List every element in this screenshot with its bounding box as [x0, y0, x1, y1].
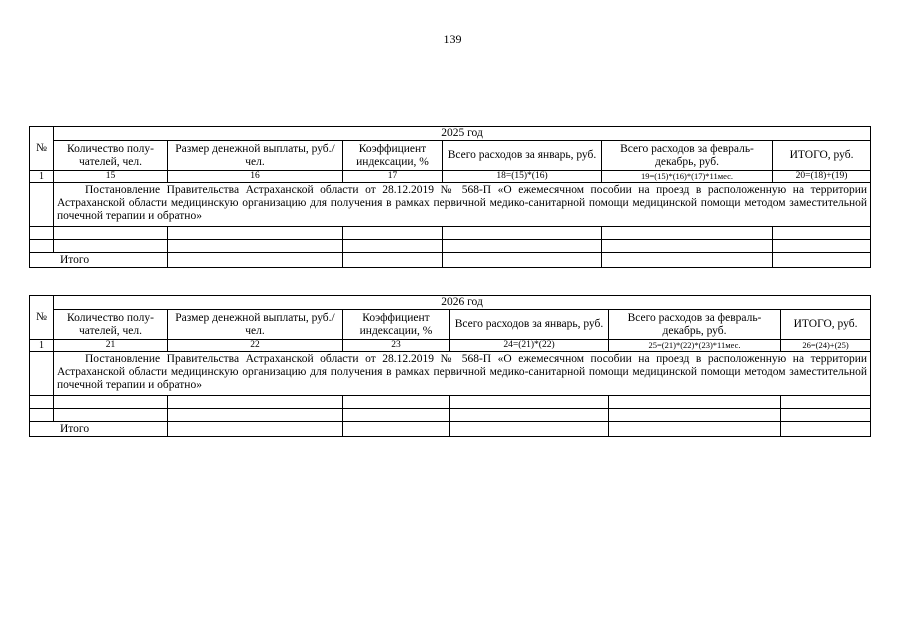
- total-label: Итого: [30, 422, 168, 437]
- header-total: ИТОГО, руб.: [781, 310, 871, 340]
- title-row-spacer: [30, 183, 54, 227]
- regulation-title-text: Постановление Правительства Астраханской области от 28.12.2019 № 568-П «О ежемесячном пособии на проезд в расположенную на территории Астраханской области медицинскую организацию для получения в рамках первичной медико-санитарной помощи медицинской помощи методом заместительной почечной терапии и обратно»: [57, 353, 868, 391]
- table-row: [30, 396, 871, 409]
- header-recipients: Количество полу-чателей, чел.: [54, 141, 168, 171]
- column-number: 15: [54, 171, 168, 183]
- row-number: 1: [30, 340, 54, 352]
- column-number: 18=(15)*(16): [443, 171, 602, 183]
- page-number: 139: [443, 32, 462, 46]
- header-index-coefficient: Коэффициент индексации, %: [343, 141, 443, 171]
- column-number: 19=(15)*(16)*(17)*11мес.: [602, 171, 773, 183]
- total-row: [30, 253, 871, 268]
- row-number: 1: [30, 171, 54, 183]
- header-feb-dec-expenses: Всего расходов за февраль-декабрь, руб.: [602, 141, 773, 171]
- year-header: 2025 год: [54, 127, 871, 141]
- header-january-expenses: Всего расходов за январь, руб.: [443, 141, 602, 171]
- column-number: 22: [168, 340, 343, 352]
- regulation-title-text: Постановление Правительства Астраханской области от 28.12.2019 № 568-П «О ежемесячном пособии на проезд в расположенную на территории Астраханской области медицинскую организацию для получения в рамках первичной медико-санитарной помощи медицинской помощи методом заместительной почечной терапии и обратно»: [57, 184, 868, 222]
- column-number: 17: [343, 171, 443, 183]
- total-label: Итого: [30, 253, 168, 268]
- header-total: ИТОГО, руб.: [773, 141, 871, 171]
- regulation-title: [54, 352, 871, 396]
- column-number: 24=(21)*(22): [450, 340, 609, 352]
- total-row: [30, 422, 871, 437]
- title-row-spacer: [30, 352, 54, 396]
- table-2026: [29, 295, 871, 437]
- regulation-title: [54, 183, 871, 227]
- column-number: 25=(21)*(22)*(23)*11мес.: [609, 340, 781, 352]
- header-january-expenses: Всего расходов за январь, руб.: [450, 310, 609, 340]
- table-2025: [29, 126, 871, 268]
- table-row: [30, 240, 871, 253]
- column-number: 20=(18)+(19): [773, 171, 871, 183]
- number-column-header: №: [30, 296, 54, 340]
- header-recipients: Количество полу-чателей, чел.: [54, 310, 168, 340]
- table-row: [30, 227, 871, 240]
- header-feb-dec-expenses: Всего расходов за февраль-декабрь, руб.: [609, 310, 781, 340]
- column-number: 16: [168, 171, 343, 183]
- table-row: [30, 409, 871, 422]
- column-number: 21: [54, 340, 168, 352]
- header-index-coefficient: Коэффициент индексации, %: [343, 310, 450, 340]
- header-payment-size: Размер денежной выплаты, руб./чел.: [168, 141, 343, 171]
- year-header: 2026 год: [54, 296, 871, 310]
- column-number: 26=(24)+(25): [781, 340, 871, 352]
- header-payment-size: Размер денежной выплаты, руб./чел.: [168, 310, 343, 340]
- column-number: 23: [343, 340, 450, 352]
- number-column-header: №: [30, 127, 54, 171]
